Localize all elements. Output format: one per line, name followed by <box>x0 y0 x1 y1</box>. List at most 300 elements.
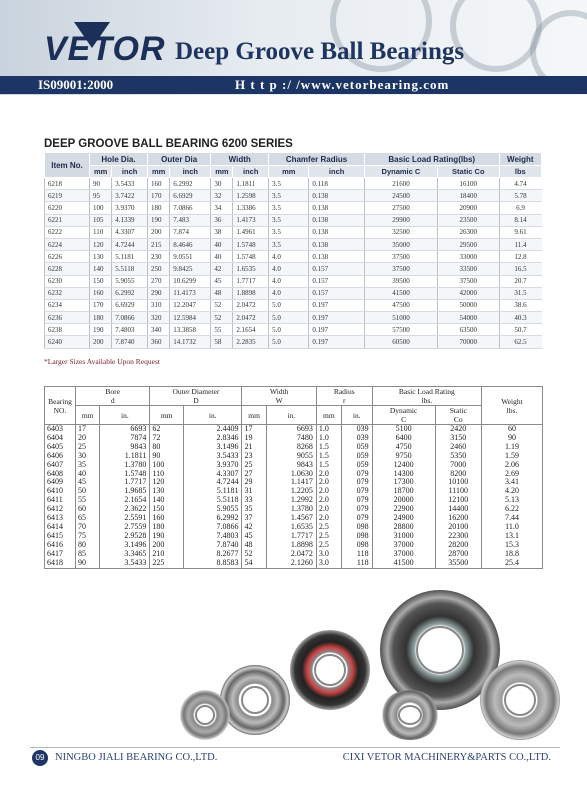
table-cell: 1.3780 <box>266 505 316 514</box>
footer-company-right: CIXI VETOR MACHINERY&PARTS CO.,LTD. <box>342 752 551 763</box>
table-cell: 2.0 <box>316 505 341 514</box>
table-cell: 1.5 <box>316 443 341 452</box>
header-static <box>435 406 481 425</box>
table-row <box>45 452 543 461</box>
subheader-cell: lbs <box>499 166 541 178</box>
table-cell: 6408 <box>45 470 76 479</box>
table-cell: 2.1654 <box>233 324 269 336</box>
table-cell: 8.14 <box>499 214 541 226</box>
table-cell: 6400 <box>372 434 435 443</box>
table-cell: 12.8 <box>499 251 541 263</box>
table-cell: 2.1654 <box>100 496 150 505</box>
table-cell: 6693 <box>266 425 316 434</box>
section-title: DEEP GROOVE BALL BEARING 6200 SERIES <box>44 138 293 150</box>
table-cell: 6236 <box>45 312 90 324</box>
table-cell: 27 <box>242 470 266 479</box>
table-row <box>45 299 542 311</box>
table-cell: 1.3386 <box>233 202 269 214</box>
table-cell: 23 <box>242 452 266 461</box>
table-cell: 0.197 <box>309 312 365 324</box>
table-cell: 29 <box>242 478 266 487</box>
header-chamfer-radius: Chamfer Radius <box>269 153 365 166</box>
table-cell: 100 <box>90 202 112 214</box>
table-cell: 7.0866 <box>170 202 211 214</box>
table-cell: 6414 <box>45 523 76 532</box>
table-cell: 180 <box>150 523 184 532</box>
table-cell: 118 <box>341 559 372 568</box>
subheader-cell: mm <box>316 406 341 425</box>
table-cell: 3.9370 <box>112 202 148 214</box>
table-cell: 7.874 <box>170 226 211 238</box>
table-cell: 3.1496 <box>184 443 242 452</box>
table-cell: 3.5433 <box>184 452 242 461</box>
table-cell: 170 <box>147 190 169 202</box>
table-cell: 39500 <box>364 275 437 287</box>
table-cell: 2.4409 <box>184 425 242 434</box>
table-cell: 17 <box>76 425 100 434</box>
table-cell: 10.6299 <box>170 275 211 287</box>
table-cell: 28800 <box>372 523 435 532</box>
table-cell: 17300 <box>372 478 435 487</box>
table-cell: 3.5433 <box>112 178 148 190</box>
table-cell: 23500 <box>437 214 499 226</box>
table-cell: 160 <box>147 178 169 190</box>
table-cell: 63500 <box>437 324 499 336</box>
table-cell: 37500 <box>364 263 437 275</box>
table-cell: 27500 <box>364 202 437 214</box>
table-cell: 60 <box>76 505 100 514</box>
table-cell: 28700 <box>435 550 481 559</box>
page-number: 09 <box>32 750 48 766</box>
table-row <box>45 226 542 238</box>
table-cell: 079 <box>341 487 372 496</box>
table-cell: 34 <box>211 202 233 214</box>
table-cell: 290 <box>147 287 169 299</box>
table-row <box>45 251 542 263</box>
header-dynamic-label: Dynamic <box>389 406 418 415</box>
table-cell: 1.4961 <box>233 226 269 238</box>
table-cell: 9843 <box>266 461 316 470</box>
table-cell: 110 <box>90 226 112 238</box>
table-cell: 150 <box>90 275 112 287</box>
bearing-icon <box>180 690 230 740</box>
table-cell: 47500 <box>364 299 437 311</box>
table-cell: 6238 <box>45 324 90 336</box>
table-cell: 1.6535 <box>266 523 316 532</box>
table-cell: 5.1181 <box>184 487 242 496</box>
table-cell: 250 <box>147 263 169 275</box>
table-cell: 6230 <box>45 275 90 287</box>
table-cell: 32 <box>211 190 233 202</box>
table-cell: 6409 <box>45 478 76 487</box>
table-cell: 2.1260 <box>266 559 316 568</box>
table-cell: 14300 <box>372 470 435 479</box>
table-cell: 140 <box>150 496 184 505</box>
table-cell: 35000 <box>364 238 437 250</box>
table-cell: 8.2677 <box>184 550 242 559</box>
header-item-no: Item No. <box>45 153 90 178</box>
table-cell: 098 <box>341 541 372 550</box>
table-cell: 3.5 <box>269 178 309 190</box>
table-cell: 2.0 <box>316 496 341 505</box>
table-row <box>45 178 542 190</box>
table-cell: 16200 <box>435 514 481 523</box>
table-cell: 190 <box>90 324 112 336</box>
table-cell: 6417 <box>45 550 76 559</box>
table-cell: 039 <box>341 434 372 443</box>
table-cell: 6415 <box>45 532 76 541</box>
table-cell: 4.3307 <box>184 470 242 479</box>
table-cell: 0.197 <box>309 299 365 311</box>
table-cell: 6405 <box>45 443 76 452</box>
table-cell: 1.4567 <box>266 514 316 523</box>
table-cell: 13.1 <box>482 532 543 541</box>
header-outer-dia: Outer Dia <box>147 153 210 166</box>
subheader-cell: mm <box>147 166 169 178</box>
table-cell: 9843 <box>100 443 150 452</box>
table-cell: 33500 <box>437 263 499 275</box>
subheader-cell: mm <box>76 406 100 425</box>
bearing-icon <box>480 660 560 740</box>
table-cell: 7.0866 <box>184 523 242 532</box>
table-cell: 140 <box>90 263 112 275</box>
table-cell: 55 <box>211 324 233 336</box>
table-cell: 7.8740 <box>112 336 148 348</box>
header-load-label: Basic Load Rating <box>398 387 455 396</box>
table-cell: 48 <box>211 287 233 299</box>
subheader-cell: inch <box>233 166 269 178</box>
table-cell: 35500 <box>435 559 481 568</box>
table-cell: 31000 <box>372 532 435 541</box>
table-cell: 180 <box>147 202 169 214</box>
table-cell: 2.0 <box>316 470 341 479</box>
iso-badge: IS09001:2000 <box>0 76 175 94</box>
table-cell: 225 <box>150 559 184 568</box>
table-cell: 40.3 <box>499 312 541 324</box>
table-cell: 20000 <box>372 496 435 505</box>
table-row <box>45 336 542 348</box>
table-cell: 41500 <box>364 287 437 299</box>
subheader-cell: in. <box>266 406 316 425</box>
table-cell: 17 <box>242 425 266 434</box>
table-cell: 7.0866 <box>112 312 148 324</box>
table-cell: 120 <box>90 238 112 250</box>
table-cell: 1.5748 <box>233 251 269 263</box>
subheader-cell: mm <box>211 166 233 178</box>
table-cell: 0.157 <box>309 287 365 299</box>
table-cell: 45 <box>242 532 266 541</box>
table-cell: 31 <box>242 487 266 496</box>
table-cell: 6219 <box>45 190 90 202</box>
website-url[interactable]: H t t p :/ /www.vetorbearing.com <box>175 76 587 94</box>
table-cell: 1.2598 <box>233 190 269 202</box>
table-cell: 4.1339 <box>112 214 148 226</box>
table-cell: 1.5748 <box>100 470 150 479</box>
header-weight <box>482 387 543 425</box>
table-cell: 7.4803 <box>112 324 148 336</box>
table-cell: 45 <box>76 478 100 487</box>
table-cell: 1.6535 <box>233 263 269 275</box>
table-cell: 2.0472 <box>233 312 269 324</box>
table-cell: 6232 <box>45 287 90 299</box>
table-cell: 54000 <box>437 312 499 324</box>
header-weight-label: Weight <box>501 396 523 406</box>
table-cell: 13.3858 <box>170 324 211 336</box>
table-cell: 120 <box>150 478 184 487</box>
table-cell: 20 <box>76 434 100 443</box>
table-cell: 059 <box>341 461 372 470</box>
table-cell: 21 <box>242 443 266 452</box>
table-cell: 62 <box>150 425 184 434</box>
table-cell: 3.7422 <box>112 190 148 202</box>
table-cell: 098 <box>341 523 372 532</box>
table-cell: 6.6929 <box>170 190 211 202</box>
table-cell: 0.138 <box>309 226 365 238</box>
table-cell: 5350 <box>435 452 481 461</box>
table-cell: 1.2205 <box>266 487 316 496</box>
table-cell: 5.78 <box>499 190 541 202</box>
table-cell: 30 <box>76 452 100 461</box>
header-bore <box>76 387 150 406</box>
table-cell: 6220 <box>45 202 90 214</box>
table-cell: 80 <box>150 443 184 452</box>
table-cell: 2.5 <box>316 541 341 550</box>
subheader-cell: in. <box>100 406 150 425</box>
table-cell: 45 <box>211 275 233 287</box>
subheader-cell: mm <box>150 406 184 425</box>
table-cell: 5.0 <box>269 336 309 348</box>
table-cell: 60500 <box>364 336 437 348</box>
header-width-label: Width <box>269 387 289 396</box>
table-cell: 37000 <box>372 550 435 559</box>
table-cell: 079 <box>341 478 372 487</box>
table-cell: 10100 <box>435 478 481 487</box>
table-cell: 11.4 <box>499 238 541 250</box>
table-cell: 9750 <box>372 452 435 461</box>
subheader-cell: inch <box>170 166 211 178</box>
subheader-cell: inch <box>112 166 148 178</box>
table-cell: 6403 <box>45 425 76 434</box>
table-cell: 18700 <box>372 487 435 496</box>
table-cell: 3.5 <box>269 214 309 226</box>
table-cell: 12.2047 <box>170 299 211 311</box>
table-cell: 079 <box>341 496 372 505</box>
table-cell: 40 <box>211 238 233 250</box>
table-cell: 72 <box>150 434 184 443</box>
table-cell: 6222 <box>45 226 90 238</box>
table-cell: 5.9055 <box>184 505 242 514</box>
table-row <box>45 287 542 299</box>
table-cell: 6.6929 <box>112 299 148 311</box>
table-cell: 098 <box>341 532 372 541</box>
header-width-symbol: W <box>275 396 283 405</box>
table-cell: 25.4 <box>482 559 543 568</box>
table-cell: 180 <box>90 312 112 324</box>
subheader-cell: mm <box>269 166 309 178</box>
subheader-cell: mm <box>242 406 266 425</box>
table-cell: 105 <box>90 214 112 226</box>
table-cell: 5.0 <box>269 299 309 311</box>
table-cell: 38 <box>211 226 233 238</box>
table-cell: 3150 <box>435 434 481 443</box>
table-cell: 2.3622 <box>100 505 150 514</box>
header-bore-label: Bore <box>105 387 120 396</box>
table-row <box>45 238 542 250</box>
table-cell: 2.69 <box>482 470 543 479</box>
table-cell: 29900 <box>364 214 437 226</box>
table-row <box>45 324 542 336</box>
table-cell: 200 <box>150 541 184 550</box>
table-cell: 4.20 <box>482 487 543 496</box>
header-static-label: Static <box>449 406 467 415</box>
table-cell: 6224 <box>45 238 90 250</box>
bearing-icon <box>220 665 290 735</box>
table-cell: 4.0 <box>269 251 309 263</box>
table-cell: 4.7244 <box>112 238 148 250</box>
table-cell: 0.157 <box>309 263 365 275</box>
table-cell: 5.5118 <box>112 263 148 275</box>
table-cell: 3.5 <box>269 202 309 214</box>
table-cell: 58 <box>211 336 233 348</box>
table-cell: 110 <box>150 470 184 479</box>
table-cell: 33000 <box>437 251 499 263</box>
header-dynamic-symbol: C <box>401 415 407 424</box>
table-cell: 12.5984 <box>170 312 211 324</box>
table-cell: 1.9685 <box>100 487 150 496</box>
table-cell: 230 <box>147 251 169 263</box>
table-cell: 19 <box>242 434 266 443</box>
table-cell: 5.5118 <box>184 496 242 505</box>
table-cell: 1.7717 <box>266 532 316 541</box>
header-bearing-no: Bearing NO. <box>45 387 76 425</box>
table-cell: 6418 <box>45 559 76 568</box>
table-cell: 90 <box>482 434 543 443</box>
table-row <box>45 443 543 452</box>
table-cell: 1.3780 <box>100 461 150 470</box>
table-cell: 4.3307 <box>112 226 148 238</box>
table-cell: 2.7559 <box>100 523 150 532</box>
series-6400-table <box>44 386 543 569</box>
table-row <box>45 559 543 568</box>
table-cell: 5100 <box>372 425 435 434</box>
table-cell: 8.4646 <box>170 238 211 250</box>
table-cell: 7.44 <box>482 514 543 523</box>
table-cell: 3.5433 <box>100 559 150 568</box>
table-cell: 0.118 <box>309 178 365 190</box>
table-cell: 11.0 <box>482 523 543 532</box>
bearing-icon <box>290 630 370 710</box>
table-cell: 190 <box>147 214 169 226</box>
table-cell: 4.7244 <box>184 478 242 487</box>
table-cell: 22300 <box>435 532 481 541</box>
table-cell: 31.5 <box>499 287 541 299</box>
table-cell: 1.19 <box>482 443 543 452</box>
table-cell: 059 <box>341 443 372 452</box>
header-hole-dia: Hole Dia. <box>90 153 148 166</box>
table-cell: 6412 <box>45 505 76 514</box>
table-cell: 52 <box>211 299 233 311</box>
table-cell: 75 <box>76 532 100 541</box>
header-width: Width <box>211 153 269 166</box>
table-cell: 0.197 <box>309 336 365 348</box>
table-cell: 210 <box>150 550 184 559</box>
table-cell: 5.1181 <box>112 251 148 263</box>
table-cell: 30 <box>211 178 233 190</box>
table-row <box>45 263 542 275</box>
table-cell: 24900 <box>372 514 435 523</box>
table-cell: 5.0 <box>269 324 309 336</box>
table-cell: 85 <box>76 550 100 559</box>
table-cell: 35 <box>242 505 266 514</box>
company-logo: VETOR <box>44 30 166 68</box>
table-cell: 0.138 <box>309 202 365 214</box>
table-cell: 2.0 <box>316 514 341 523</box>
table-cell: 42000 <box>437 287 499 299</box>
table-cell: 20.7 <box>499 275 541 287</box>
table-cell: 29500 <box>437 238 499 250</box>
table-cell: 2.06 <box>482 461 543 470</box>
table-cell: 37 <box>242 514 266 523</box>
table-cell: 2.0 <box>316 487 341 496</box>
table-cell: 37000 <box>372 541 435 550</box>
table-cell: 16100 <box>437 178 499 190</box>
header-od-symbol: D <box>193 396 199 405</box>
table-cell: 70000 <box>437 336 499 348</box>
table-cell: 40 <box>211 251 233 263</box>
table-cell: 3.5 <box>269 238 309 250</box>
table-cell: 6410 <box>45 487 76 496</box>
table-cell: 7480 <box>266 434 316 443</box>
table-cell: 80 <box>76 541 100 550</box>
table-cell: 9.0551 <box>170 251 211 263</box>
header-bore-symbol: d <box>110 396 115 405</box>
table-cell: 130 <box>90 251 112 263</box>
table-cell: 42 <box>211 263 233 275</box>
table-cell: 079 <box>341 505 372 514</box>
table-cell: 37500 <box>364 251 437 263</box>
table-cell: 2.0472 <box>266 550 316 559</box>
table-cell: 0.157 <box>309 275 365 287</box>
table-row <box>45 190 542 202</box>
table-cell: 2.0472 <box>233 299 269 311</box>
table-cell: 12100 <box>435 496 481 505</box>
table-cell: 8.8583 <box>184 559 242 568</box>
table-cell: 2.9528 <box>100 532 150 541</box>
table-cell: 7.483 <box>170 214 211 226</box>
header-outer-diameter <box>150 387 242 406</box>
table-cell: 1.0 <box>316 434 341 443</box>
table-cell: 11100 <box>435 487 481 496</box>
table-cell: 1.0 <box>316 425 341 434</box>
table-cell: 12400 <box>372 461 435 470</box>
table-cell: 6693 <box>100 425 150 434</box>
table-cell: 36 <box>211 214 233 226</box>
table-cell: 6.9 <box>499 202 541 214</box>
table-cell: 6.22 <box>482 505 543 514</box>
table-cell: 42 <box>242 523 266 532</box>
table-cell: 4.0 <box>269 275 309 287</box>
table-cell: 37500 <box>437 275 499 287</box>
table-cell: 0.138 <box>309 214 365 226</box>
table-cell: 5.13 <box>482 496 543 505</box>
table-cell: 38.6 <box>499 299 541 311</box>
table-row <box>45 312 542 324</box>
table-cell: 6.2992 <box>170 178 211 190</box>
subheader-cell: in. <box>184 406 242 425</box>
table-cell: 3.5 <box>269 190 309 202</box>
table-cell: 9055 <box>266 452 316 461</box>
table-cell: 0.138 <box>309 190 365 202</box>
